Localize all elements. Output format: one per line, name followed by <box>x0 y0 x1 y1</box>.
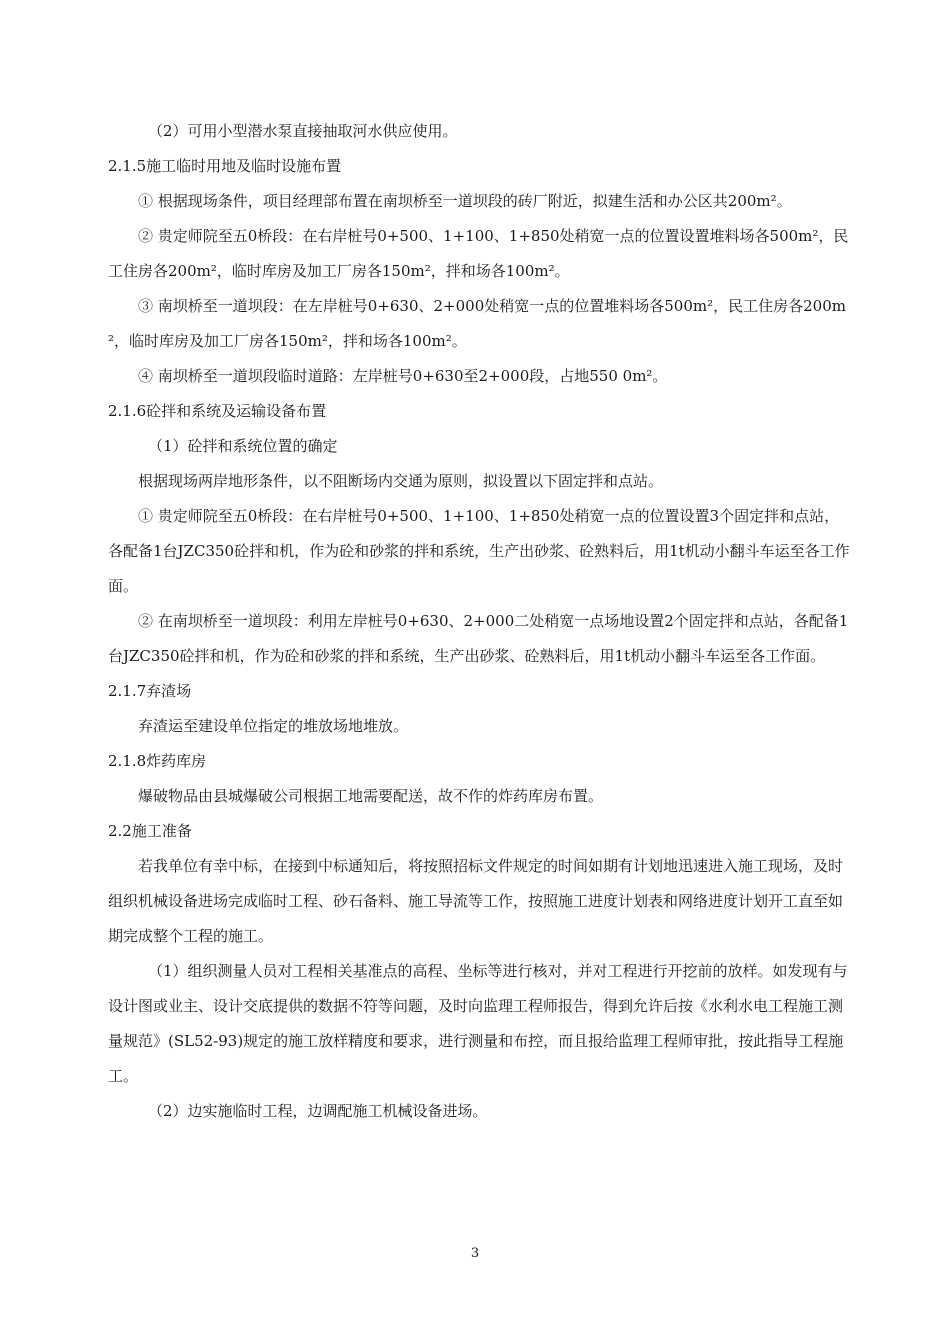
paragraph: ① 根据现场条件，项目经理部布置在南坝桥至一道坝段的砖厂附近，拟建生活和办公区共200m²。 <box>138 192 792 210</box>
paragraph: ③ 南坝桥至一道坝段：在左岸桩号0+630、2+000处稍宽一点的位置堆料场各500m²，民工住房各200m²，临时库房及加工厂房各150m²，拌和场各100m²。 <box>108 297 846 350</box>
paragraph: 若我单位有幸中标，在接到中标通知后，将按照招标文件规定的时间如期有计划地迅速进入施工现场，及时组织机械设备进场完成临时工程、砂石备料、施工导流等工作，按照施工进度计划表和网络进度计划开工直至如期完成整个工程的施工。 <box>108 857 844 945</box>
section-heading: 2.2施工准备 <box>108 822 192 840</box>
paragraph: （1）砼拌和系统位置的确定 <box>148 437 338 455</box>
paragraph: 弃渣运至建设单位指定的堆放场地堆放。 <box>138 717 409 735</box>
paragraph: （1）组织测量人员对工程相关基准点的高程、坐标等进行核对，并对工程进行开挖前的放样。如发现有与设计图或业主、设计交底提供的数据不符等问题，及时向监理工程师报告，得到允许后按《水利水电工程施工测量规范》(SL52-93)规定的施工放样精度和要求，进行测量和布控，而且报给监理工程师审批，按此指导工程施工。 <box>108 962 848 1085</box>
section-heading: 2.1.6砼拌和系统及运输设备布置 <box>108 402 327 420</box>
section-heading: 2.1.7弃渣场 <box>108 682 192 700</box>
paragraph: ① 贵定师院至五0桥段：在右岸桩号0+500、1+100、1+850处稍宽一点的位置设置3个固定拌和点站，各配备1台JZC350砼拌和机，作为砼和砂浆的拌和系统，生产出砂浆、砼熟料后，用1t机动小翻斗车运至各工作面。 <box>108 507 850 595</box>
paragraph: 爆破物品由县城爆破公司根据工地需要配送，故不作的炸药库房布置。 <box>138 787 604 805</box>
paragraph: （2）可用小型潜水泵直接抽取河水供应使用。 <box>148 122 458 140</box>
document-body <box>108 114 850 1129</box>
paragraph: ④ 南坝桥至一道坝段临时道路：左岸桩号0+630至2+000段，占地550 0m²。 <box>138 367 668 385</box>
page-number: 3 <box>470 1246 480 1261</box>
section-heading: 2.1.8炸药库房 <box>108 752 207 770</box>
paragraph: ② 在南坝桥至一道坝段：利用左岸桩号0+630、2+000二处稍宽一点场地设置2个固定拌和点站，各配备1台JZC350砼拌和机，作为砼和砂浆的拌和系统，生产出砂浆、砼熟料后，用1t机动小翻斗车运至各工作面。 <box>108 612 849 665</box>
paragraph: 根据现场两岸地形条件，以不阻断场内交通为原则，拟设置以下固定拌和点站。 <box>138 472 664 490</box>
paragraph: （2）边实施临时工程，边调配施工机械设备进场。 <box>148 1102 488 1120</box>
section-heading: 2.1.5施工临时用地及临时设施布置 <box>108 157 342 175</box>
paragraph: ② 贵定师院至五0桥段：在右岸桩号0+500、1+100、1+850处稍宽一点的位置设置堆料场各500m²，民工住房各200m²，临时库房及加工厂房各150m²，拌和场各100m²。 <box>108 227 849 280</box>
